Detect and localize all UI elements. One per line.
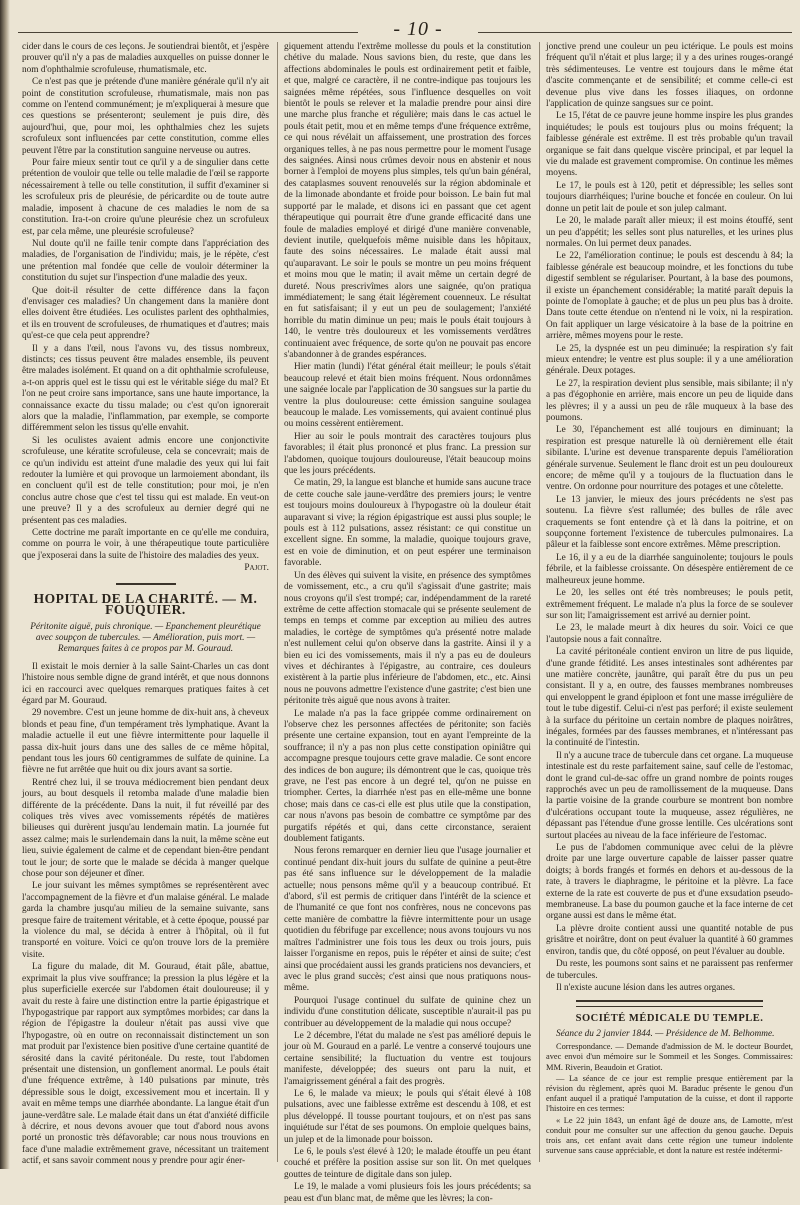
header-rule-right (478, 32, 792, 33)
column-divider (277, 42, 278, 1162)
header-rule-left (18, 32, 358, 33)
paragraph: Le 13 janvier, le mieux des jours précédents ne s'est pas soutenu. La fièvre s'est rallumée; des bulles de râle avec craquements se font entendre çà et là dans la poitrine, et on soupçonne fortement l'existence de tubercules pulmonaires. La pâleur et la faiblesse sont encore extrêmes. Même prescription. (546, 494, 793, 551)
section-title: HOPITAL DE LA CHARITÉ. — M. FOUQUIER. (33, 590, 258, 618)
paragraph: cider dans le cours de ces leçons. Je soutiendrai bientôt, et j'espère prouver qu'il n'y a pas de maladies auxquelles on puisse donner le nom d'ophthalmie scrofuleuse, rhumatismale, etc. (22, 42, 269, 75)
paragraph: Si les oculistes avaient admis encore une conjonctivite scrofuleuse, une kératite scrofuleuse, cela se concevrait; mais de ce qu'un individu est atteint d'une maladie des yeux qui lui fait redouter la lumière et qui provoque un larmoiement abondant, ils en concluent qu'il est de telle constitution; pour moi, je n'en conclus autre chose que c'est tel tissu qui est malade. En veut-on une preuve? Il y a des scrofuleux au dernier degré qui ne présentent pas ces maladies. (22, 435, 269, 526)
column-1 (22, 42, 269, 1167)
paragraph: Rentré chez lui, il se trouva médiocrement bien pendant deux jours, au bout desquels il retomba malade d'une maladie bien différente de la précédente. Dans la nuit, il fut réveillé par des coliques très vives avec vomissements répétés de matières bilieuses qui durèrent jusqu'au lendemain matin. La journée fut assez calme; mais le surlendemain dans la nuit, la même scène eut lieu, suivie également de calme et de cependant bien-être pendant tout le jour; de sorte que le malade se décida à manger quelque chose pour son déjeuner et dîner. (22, 777, 269, 880)
paragraph: giquement attendu l'extrême mollesse du pouls et la constitution chétive du malade. Nous savions bien, du reste, que dans les affections abdominales le pouls est ordinairement petit et faible, et que, malgré ce caractère, il ne contre-indique pas toujours les saignées même répétées, sous l'influence desquelles on voit bientôt le pouls se relever et la maladie prendre pour ainsi dire une marche plus franche et régulière; mais dans le cas actuel le pouls était petit, mou et en même temps d'une fréquence extrême, ce qui nous révélait un affaissement, une prostration des forces organiques telles, à ne pas nous permettre pour le moment l'usage des saignées. Ainsi nous crûmes devoir nous en abstenir et nous borner à l'emploi de moyens plus simples, tels qu'un bain général, des cataplasmes souvent renouvelés sur la région abdominale et de la limonade abondante et froide pour boisson. Le bain fut mal supporté par le malade, et disons ici en passant que cet agent thérapeutique qui pourrait être d'une grande efficacité dans une foule de maladies employé et dirigé d'une manière convenable, devient inutile, quelquefois même nuisible dans les hôpitaux, faute des soins nécessaires. Le malade était aussi mal qu'auparavant. Le soir le pouls se montre un peu moins fréquent et moins mou que le matin; il avait même un certain degré de dureté. Nous prescrivîmes alors une saignée, qu'on pratiqua immédiatement; le sang était légèrement couenneux. Le résultat en fut satisfaisant; il y eut un peu de soulagement; l'anxiété horrible du matin diminue un peu; mais le pouls était toujours à 140, le ventre très douloureux et les vomissements verdâtres continuaient avec fréquence, de sorte qu'on ne pouvait pas encore s'abandonner à de grandes espérances. (284, 42, 531, 360)
paragraph: Le pus de l'abdomen communique avec celui de la plèvre droite par une large ouverture capable de laisser passer quatre doigts; à bords frangés et formés en dehors et au-dessous de la rate, à travers le diaphragme, le péritoine et la plèvre. La face externe de la rate est couverte de pus et d'une exsudation pseudo-membraneuse. La base du poumon gauche et la face interne de cet organe aussi est dans le même état. (546, 843, 793, 922)
paragraph: Il y a dans l'œil, nous l'avons vu, des tissus nombreux, distincts; ces tissus peuvent être malades ensemble, ils peuvent être malades isolément. Et quand on a dit ophthalmie scrofuleuse, a-t-on appris quel est le tissu qui est le véritable siége du mal? Et l'on ne peut croire sans importance, sans une haute importance, la connaissance exacte du tissu malade; ou c'est qu'on ignorerait alors que la maladie, l'inflammation, par exemple, se comporte différemment selon les tissus qu'elle envahit. (22, 343, 269, 434)
paragraph: Un des élèves qui suivent la visite, en présence des symptômes de vomissement, etc., a cru qu'il s'agissait d'une gastrite; mais nous croyons qu'il s'est trompé; car, indépendamment de la rareté extrême de cette affection stomacale qui se présente seulement de temps en temps et comme par exception au milieu des autres maladies, le cortège de symptômes qu'a présenté notre malade n'est nullement celui qu'on observe dans la gastrite. Ainsi il y a bien eu ici des vomissements, mais il n'y a pas eu de douleurs vives et déchirantes à l'épigastre, au contraire, ces douleurs existèrent à la partie plus inférieure de l'abdomen, etc., etc. Ainsi nous ne pouvons admettre l'existence d'une gastrite; c'est bien une péritonite très aiguë que nous avons à traiter. (284, 570, 531, 707)
paragraph: Le 27, la respiration devient plus sensible, mais sibilante; il n'y a pas d'égophonie en arrière, mais encore un peu de liquide dans les plèvres; il y a aussi un peu de râle muqueux à la base des poumons. (546, 378, 793, 423)
paragraph: Ce n'est pas que je prétende d'une manière générale qu'il n'y ait point de constitution scrofuleuse, rhumatismale, mais non pas comme on l'entend communément; je m'expliquerai à mesure que ces questions se présenteront; seulement je puis dire, dès aujourd'hui, que, pour moi, les ophthalmies chez les sujets scrofuleux sont influencées par cette constitution, comme elles peuvent l'être par la constitution sanguine nerveuse ou autres. (22, 77, 269, 156)
separator-rule (576, 1000, 763, 1007)
separator-rule (116, 583, 176, 585)
column-divider (539, 42, 540, 1162)
paragraph: Le 22, l'amélioration continue; le pouls est descendu à 84; la faiblesse générale est beaucoup moindre, et les fonctions du tube digestif semblent se régulariser. Pourtant, à la base des poumons, il existe un épanchement considérable; la matité paraît depuis la pointe de l'omoplate à gauche; et de plus un peu plus bas à droite. Dans toute cette étendue on n'entend ni le voix, ni la respiration. On fait appliquer un large vésicatoire à la base de la poitrine en arrière, mêmes moyens pour le reste. (546, 251, 793, 342)
paragraph: Le 25, la dyspnée est un peu diminuée; la respiration s'y fait mieux entendre; le ventre est plus souple: il y a une amélioration générale. Deux potages. (546, 343, 793, 377)
paragraph: Ce matin, 29, la langue est blanche et humide sans aucune trace de cette couche sale jaune-verdâtre des premiers jours; le ventre est toujours moins douloureux à l'hypogastre où la douleur était auparavant si vive; la région épigastrique est aussi plus souple; le pouls est à 112 pulsations, assez résistant: ce qui constitue un excellent signe. En somme, la maladie, quoique toujours grave, est en voie de diminution, et on peut espérer une terminaison favorable. (284, 478, 531, 569)
paragraph: Hier matin (lundi) l'état général était meilleur; le pouls s'était beaucoup relevé et était bien moins fréquent. Nous ordonnâmes une saignée locale par l'application de 30 sangsues sur la partie du ventre la plus douloureuse: cette émission sanguine soulagea beaucoup le malade. Les vomissements, qui avaient continué plus ou moins cessèrent entièrement. (284, 362, 531, 430)
paragraph: 29 novembre. C'est un jeune homme de dix-huit ans, à cheveux blonds et peau fine, d'un tempérament très lymphatique. Avant la maladie actuelle il eut une fièvre intermittente pour laquelle il passa dix-huit jours dans une des salles de ce même hôpital, pendant tous les jours 60 centigrammes de sulfate de quinine. La fièvre ne fut arrêtée que huit ou dix jours avant sa sortie. (22, 708, 269, 776)
paragraph: Correspondance. — Demande d'admission de M. le docteur Bourdet, avec envoi d'un mémoire sur le Sommeil et les Songes. Commissaires: MM. Riverin, Beaudoin et Gratiot. (546, 1042, 793, 1072)
paragraph: Il n'existe aucune lésion dans les autres organes. (556, 982, 736, 993)
paragraph: Cette doctrine me paraît importante en ce qu'elle me conduira, comme on pourra le voir, à une thérapeutique toute particulière que j'exposerai dans la suite de l'histoire des maladies des yeux. (22, 528, 269, 561)
paragraph: « Le 22 juin 1843, un enfant âgé de douze ans, de Lamotte, m'est conduit pour me consulter sur une affection du genou gauche. Depuis trois ans, cet enfant avait dans cette région une tumeur indolente survenue sans cause appréciable, et dont la nature est restée indétermi- (546, 1115, 793, 1156)
paragraph: Le 6, le malade va mieux; le pouls qui s'était élevé à 108 pulsations, avec une faiblesse extrême est descendu à 108, et est plus développé. Il tousse pourtant toujours, et on n'est pas sans inquiétude sur l'état de ses poumons. On emploie quelques bains, un julep et de la limonade pour boisson. (284, 1088, 531, 1145)
paragraph: Pourquoi l'usage continuel du sulfate de quinine chez un individu d'une constitution délicate, susceptible n'aurait-il pas pu contribuer au développement de la maladie qui nous occupe? (284, 995, 531, 1029)
binding-shadow (0, 0, 10, 1169)
paragraph: Le 16, il y a eu de la diarrhée sanguinolente; toujours le pouls fébrile, et la faiblesse croissante. On désespère entièrement de ce malheureux jeune homme. (546, 552, 793, 586)
paragraph: Hier au soir le pouls montrait des caractères toujours plus favorables; il était plus prononcé et plus franc. La pression sur l'abdomen, quoique toujours douloureuse, l'était beaucoup moins que les jours précédents. (284, 431, 531, 477)
paragraph: Le 6, le pouls s'est élevé à 120; le malade étouffe un peu étant couché et préfère la position assise sur son lit. On met quelques gouttes de teinture de digitale dans son julep. (284, 1147, 531, 1180)
page-number: - 10 - (393, 18, 443, 40)
paragraph: Nul doute qu'il ne faille tenir compte dans l'appréciation des maladies, de l'organisation de l'individu; mais, je le répète, c'est une prétention mal fondée que celle de vouloir déterminer la constitution du sujet sur l'inspection d'une maladie des yeux. (22, 238, 269, 284)
paragraph: La figure du malade, dit M. Gouraud, était pâle, abattue, exprimait la plus vive souffrance; la pression la plus légère et la plus superficielle exercée sur l'abdomen était douloureuse; il y avait du reste à faire une distinction entre la partie épigastrique et l'hypogastrique par rapport aux symptômes morbides; car dans la région de l'épigastre la douleur n'était pas aussi vive que l'hypogastre, où en outre on reconnaissait distinctement un son mat produit par l'existence bien positive d'une certaine quantité de sérosité dans la cavité péritonéale. Du reste, tout l'abdomen présentait une distension, un gonflement anormal. Le pouls était d'une fréquence extrême, à 140 pulsations par minute, très dépressible sous le doigt, excessivement mou et incertain. Il y avait en même temps une diarrhée abondante. La langue était d'un jaune-verdâtre sale. Le malade était dans un état d'anxiété difficile à décrire, et nous devons avouer que tout d'abord nous avons porté un pronostic très défavorable; car nous nous trouvions en face d'une maladie extrêmement grave, nécessitant un traitement actif, et sans savoir comment nous y prendre pour agir éner- (22, 962, 269, 1167)
paragraph: Le 20, le malade paraît aller mieux; il est moins étouffé, sent un peu d'appétit; les selles sont plus naturelles, et les urines plus normales. On lui permet deux panades. (546, 216, 793, 249)
paragraph: Le 15, l'état de ce pauvre jeune homme inspire les plus grandes inquiétudes; le pouls est toujours plus ou moins fréquent; la faiblesse générale est extrême. Il est très probable qu'un travail organique se fait dans quelque viscère principal, et par lequel la vie du malade est gravement compromise. On continue les mêmes moyens. (546, 111, 793, 179)
page-header (18, 10, 792, 40)
author-signature: Pajot. (244, 563, 269, 574)
paragraph: — La séance de ce jour est remplie presque entièrement par la révision du règlement, après quoi M. Baraduc présente le genou d'un enfant auquel il a pratiqué l'amputation de la cuisse, et dont il rapporte l'histoire en ces termes: (546, 1073, 793, 1114)
paragraph: Le 19, le malade a vomi plusieurs fois les jours précédents; sa peau est d'un blanc mat, de même que les lèvres; la con- (284, 1182, 531, 1204)
paragraph: Pour faire mieux sentir tout ce qu'il y a de singulier dans cette prétention de vouloir que telle ou telle maladie de l'œil se rapporte nécessairement à telle ou telle constitution, il suffit d'examiner si les scrofuleux pris de pleurésie, de péricardite ou de toute autre maladie, imposent à chacune de ces maladies le nom de sa constitution. Ira-t-on croire qu'une pleurésie chez un scrofuleux est, par cela même, une pleurésie scrofuleuse? (22, 158, 269, 237)
column-2 (284, 42, 531, 1204)
society-title: SOCIÉTÉ MÉDICALE DU TEMPLE. (575, 1013, 764, 1025)
paragraph: jonctive prend une couleur un peu ictérique. Le pouls est moins fréquent qu'il n'était et plus large; il y a des urines rouges-orangé très sédimenteuses. Le ventre est toujours dans le même état d'ascite commençante et de sensibilité; et comme celle-ci est devenue plus vive dans les fosses iliaques, on ordonne l'application de quinze sangsues sur ce point. (546, 42, 793, 110)
paragraph: Le 20, les selles ont été très nombreuses; le pouls petit, extrêmement fréquent. Le malade n'a plus la force de se soulever sur son lit; l'amaigrissement est arrivé au dernier point. (546, 588, 793, 621)
paragraph: Le 2 décembre, l'état du malade ne s'est pas amélioré depuis le jour où M. Gouraud en a parlé. Le ventre a conservé toujours une certaine sensibilité; la fluctuation du ventre est toujours manifeste, développée; des sueurs ont paru la nuit, et l'amaigrissement général a fait des progrès. (284, 1030, 531, 1087)
session-line: Séance du 2 janvier 1844. — Présidence de M. Belhomme. (556, 1028, 775, 1039)
paragraph: Le 17, le pouls est à 120, petit et dépressible; les selles sont toujours diarrhéiques; l'urine bouche et foncée en couleur. On lui donne un petit lait de poule et son julep calmant. (546, 180, 793, 214)
paragraph: Le jour suivant les mêmes symptômes se représentèrent avec l'accompagnement de la fièvre et d'un malaise général. Le malade garda la chambre jusqu'au milieu de la semaine suivante, sans presque faire de traitement véritable, et à cette époque, poussé par la violence du mal, se décida à entrer à l'hôpital, où il fut transporté en voiture. Voici ce qu'on trouve lors de la première visite. (22, 881, 269, 960)
section-subtitle: Péritonite aiguë, puis chronique. — Epanchement pleurétique avec soupçon de tubercules. — Amélioration, puis mort. — Remarques faites à ce propos par M. Gouraud. (30, 621, 261, 655)
paragraph: La cavité péritonéale contient environ un litre de pus liquide, d'une grande fétidité. Les anses intestinales sont adhérentes par une matière concrète, jaunâtre, qui paraît être du pus un peu consistant. Il y a, en outre, des fausses membranes nombreuses qui enveloppent le grand épiploon et font une masse irrégulière de tout le tube digestif. Celui-ci n'est pas perforé; il existe seulement à la surface du péritoine un certain nombre de plaques noirâtres, inégales, formées par des fausses membranes, et n'intéressant pas la continuité de l'intestin. (546, 647, 793, 749)
paragraph: Le malade n'a pas la face grippée comme ordinairement on l'observe chez les personnes affectées de péritonite; son faciès présente une certaine expansion, tout en ayant l'empreinte de la souffrance; il n'y a pas non plus cette constipation opiniâtre qui accompagne presque toujours cette grave maladie. Ce sont encore des indices de bon augure; ils démontrent que le cas, quoique très grave, ne l'est pas encore à un degré tel, qu'on ne puisse en triompher. Certes, la diarrhée n'est pas en elle-même une bonne chose; mais dans ce cas-ci elle est plus utile que la constipation, car nous n'avons pas besoin de combattre ce symptôme par des purgatifs répétés et qui, dans cette circonstance, seraient doublement fatigants. (284, 708, 531, 845)
paragraph: Il n'y a aucune trace de tubercule dans cet organe. La muqueuse intestinale est du reste parfaitement saine, sauf celle de l'estomac, dont le grand cul-de-sac offre un grand nombre de points rouges rapprochés avec un peu de ramollissement de la muqueuse. Dans la partie voisine de la grande courbure se montrent bon nombre d'ulcérations occupant toute la muqueuse, assez régulières, ne dépassant pas l'étendue d'une grosse lentille. Ces ulcérations sont surtout placées au niveau de la face inférieure de l'estomac. (546, 750, 793, 841)
paragraph: Le 23, le malade meurt à dix heures du soir. Voici ce que l'autopsie nous a fait connaître. (546, 623, 793, 645)
paragraph: Nous ferons remarquer en dernier lieu que l'usage journalier et continué pendant dix-huit jours du sulfate de quinine a peut-être pas été sans influence sur le développement de la maladie actuelle; nous pensons même qu'il y a beaucoup contribué. Et d'abord, s'il est permis de critiquer dans l'intérêt de la science et de l'humanité ce que font nos confrères, nous ne concevons pas cette manière de combattre la fièvre intermittente pour un usage quotidien du fébrifuge par excellence; nous avons toujours vu nos maîtres l'administrer une fois tous les deux ou trois jours, puis laisser l'organisme en repos, puis le répéter et ainsi de suite; c'est ainsi que procédaient aussi les grands praticiens nos devanciers, et avec le plus grand succès; c'est ainsi que nous pratiquons nous-même. (284, 846, 531, 994)
article-columns (22, 42, 793, 1204)
paragraph: Que doit-il résulter de cette différence dans la façon d'envisager ces maladies? Un changement dans la manière dont elles doivent être étudiées. Les oculistes parlent des ophthalmies, et ils en trouvent de scrofuleuses, de rhumatiques et d'autres; mais qu'est-ce que cela peut apprendre? (22, 285, 269, 342)
column-3 (546, 42, 793, 1162)
paragraph: Le 30, l'épanchement est allé toujours en diminuant; la respiration est presque naturelle là où dernièrement elle était sibilante. L'urine est devenue transparente depuis l'amélioration générale survenue. Seulement le flanc droit est un peu douloureux encore; de même qu'il y a toujours de la fluctuation dans le ventre. On ordonne pour nourriture des potages et une côtelette. (546, 425, 793, 493)
paragraph: Du reste, les poumons sont sains et ne paraissent pas renfermer de tubercules. (546, 959, 793, 981)
paragraph: La plèvre droite contient aussi une quantité notable de pus grisâtre et noirâtre, dont on peut évaluer la quantité à 60 grammes environ, tandis que, du côté opposé, on peut l'évaluer au double. (546, 923, 793, 957)
paragraph: Il existait le mois dernier à la salle Saint-Charles un cas dont l'histoire nous semble digne de grand intérêt, et que nous donnons ici en raccourci avec quelques remarques pratiques faites à cet égard par M. Gouraud. (22, 661, 269, 706)
